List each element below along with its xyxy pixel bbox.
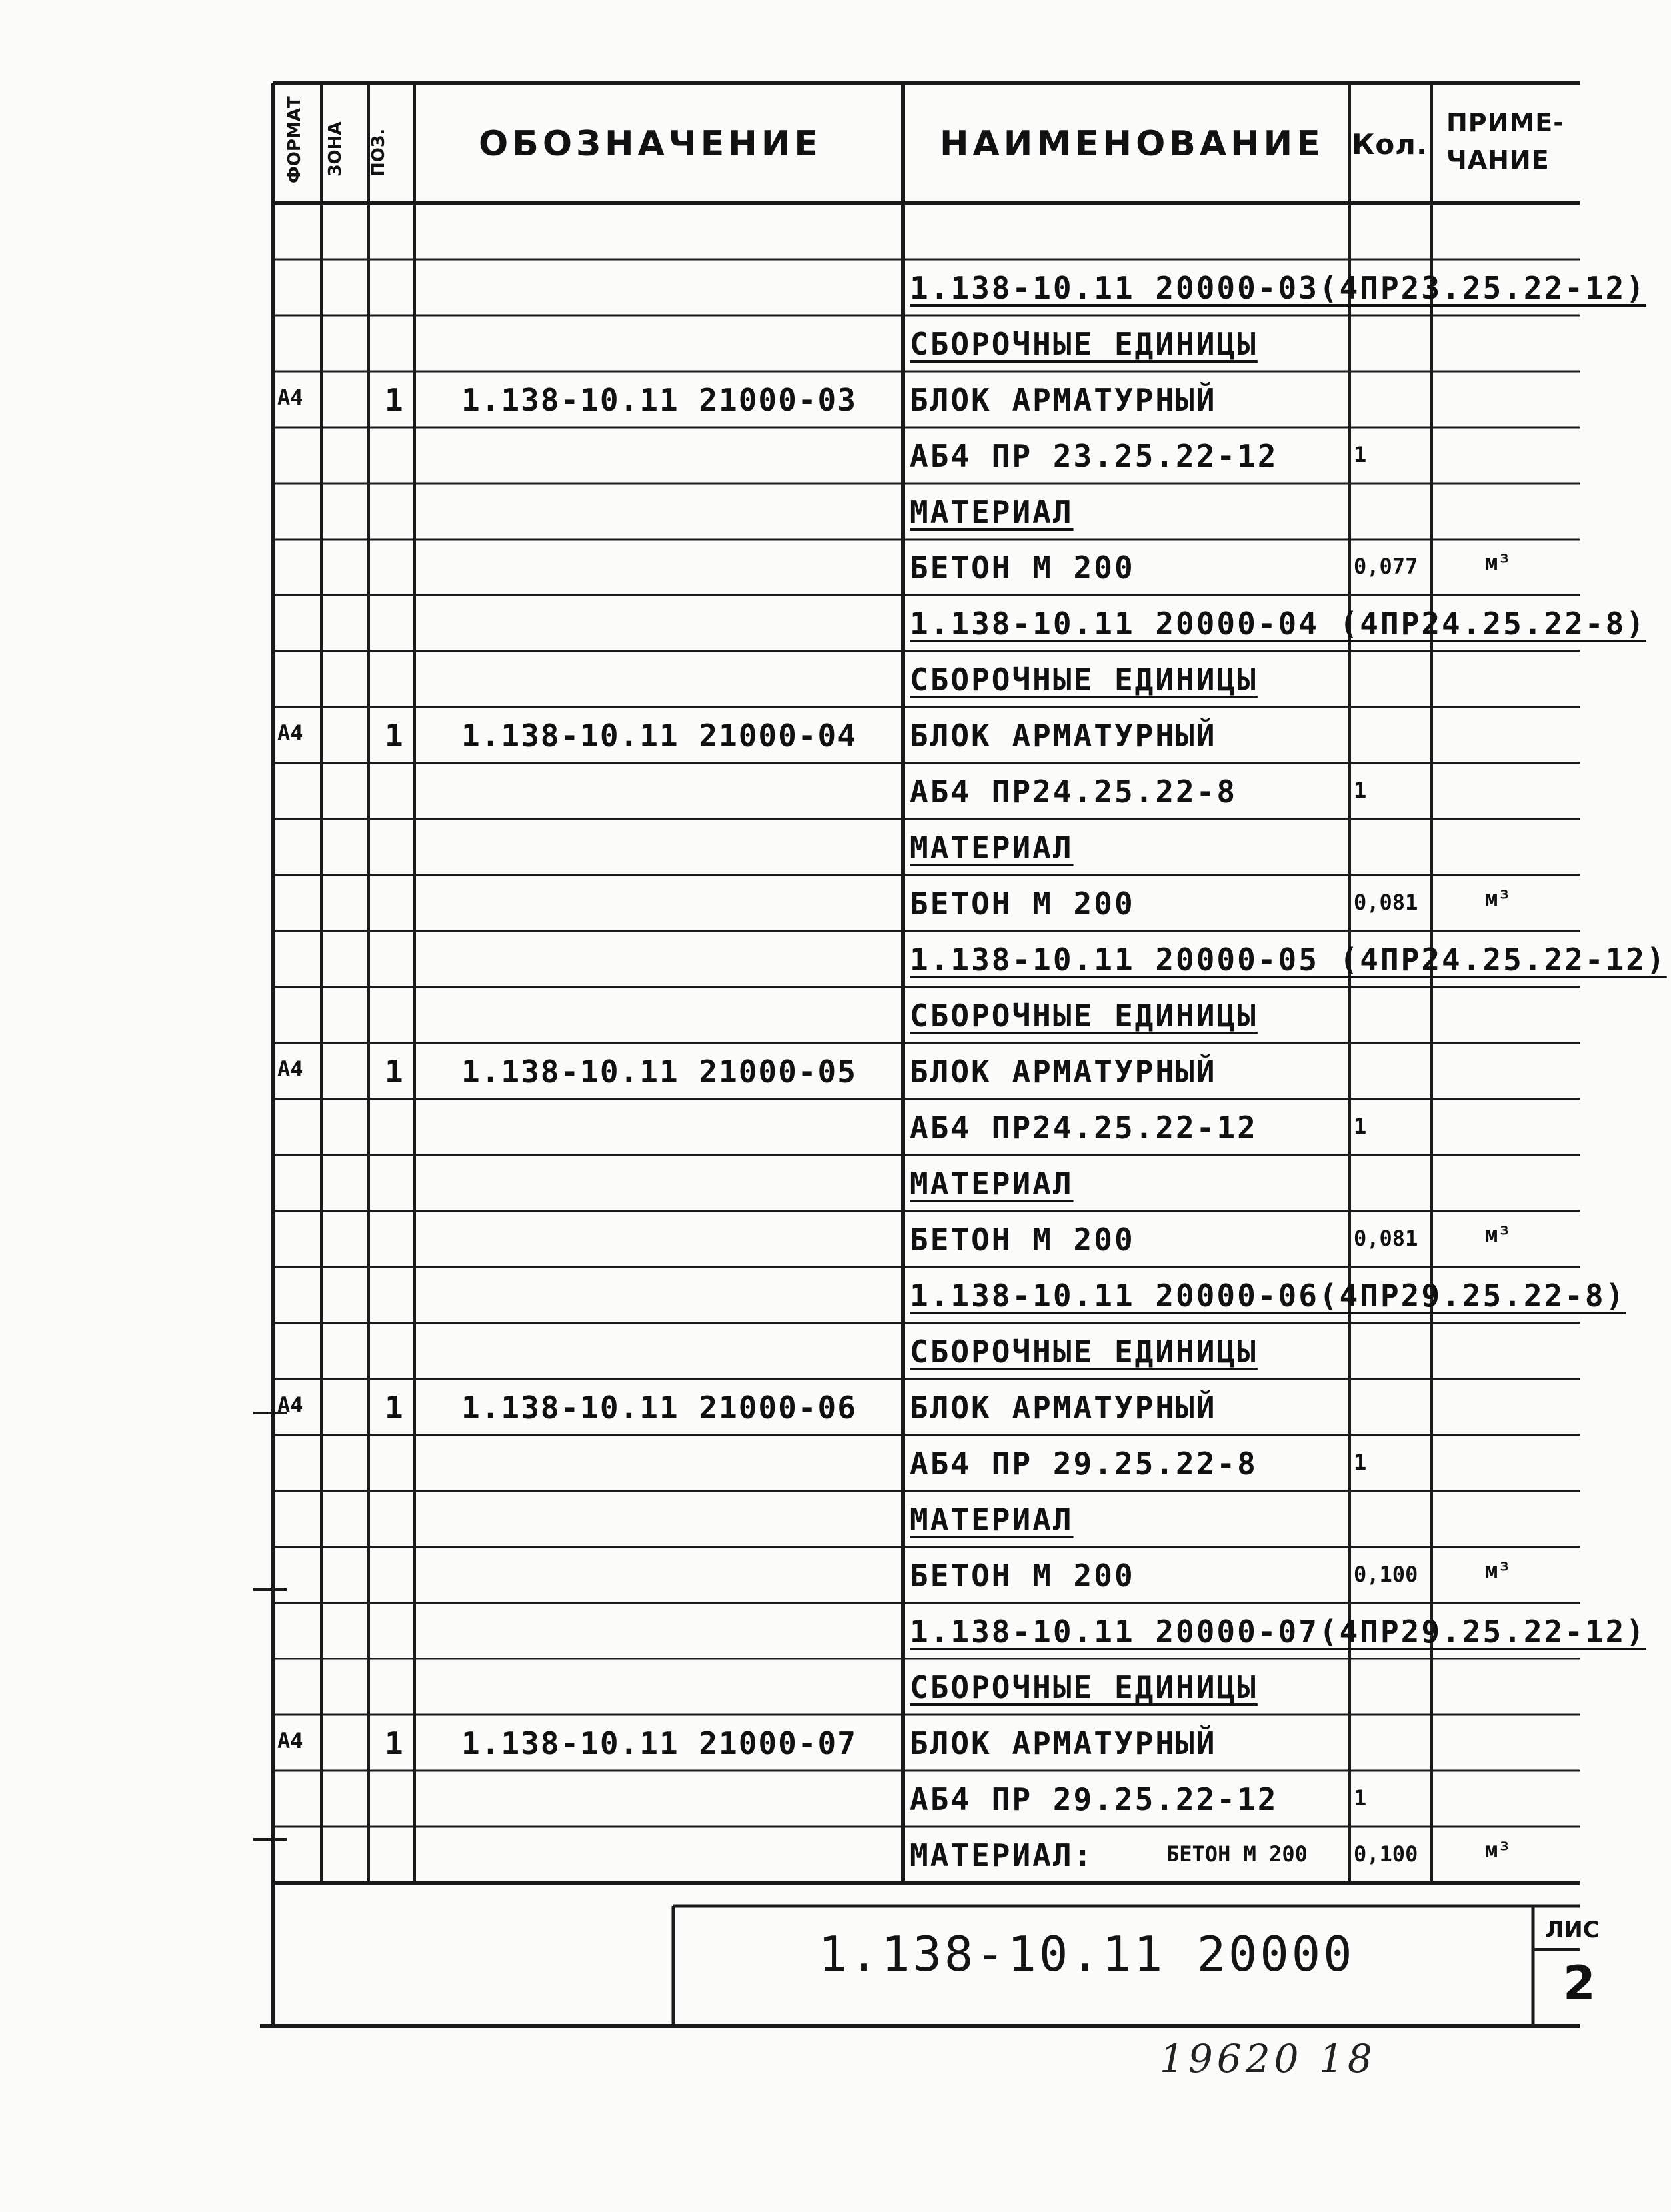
row-designation: 1.138-10.11 21000-04	[461, 718, 857, 754]
row-name: МАТЕРИАЛ	[910, 494, 1074, 530]
row-name-extra: БЕТОН М 200	[1166, 1841, 1308, 1867]
header-qty: Кол.	[1352, 128, 1428, 161]
header-note-line2: ЧАНИЕ	[1446, 145, 1550, 175]
row-name: СБОРОЧНЫЕ ЕДИНИЦЫ	[910, 998, 1258, 1034]
row-name: МАТЕРИАЛ	[910, 1502, 1074, 1538]
row-name: БЕТОН М 200	[910, 550, 1135, 586]
handwritten-note: 19620 18	[1160, 2036, 1376, 2081]
row-name: БЛОК АРМАТУРНЫЙ	[910, 382, 1217, 418]
row-quantity: 0,081	[1354, 1226, 1418, 1251]
row-name: АБ4 ПР24.25.22-8	[910, 774, 1238, 810]
title-block-document-code: 1.138-10.11 20000	[818, 1926, 1355, 1982]
row-quantity: 1	[1354, 442, 1367, 467]
header-designation: ОБОЗНАЧЕНИЕ	[479, 124, 822, 164]
row-name: БЛОК АРМАТУРНЫЙ	[910, 718, 1217, 754]
header-pos: ПОЗ.	[369, 128, 389, 177]
row-name: БЛОК АРМАТУРНЫЙ	[910, 1725, 1217, 1761]
row-group-heading: 1.138-10.11 20000-04 (4ПР24.25.22-8)	[910, 606, 1646, 642]
row-designation: 1.138-10.11 21000-06	[461, 1390, 857, 1426]
row-name: СБОРОЧНЫЕ ЕДИНИЦЫ	[910, 1334, 1258, 1370]
row-name: СБОРОЧНЫЕ ЕДИНИЦЫ	[910, 326, 1258, 362]
row-name: АБ4 ПР 29.25.22-12	[910, 1781, 1278, 1817]
row-note: м³	[1485, 1222, 1511, 1247]
row-note: м³	[1485, 1558, 1511, 1583]
header-zone: ЗОНА	[325, 121, 345, 177]
row-designation: 1.138-10.11 21000-03	[461, 382, 857, 418]
row-position: 1	[385, 1390, 405, 1426]
row-quantity: 1	[1354, 1114, 1367, 1139]
header-format: ФОРМАТ	[285, 96, 305, 183]
row-note: м³	[1485, 886, 1511, 911]
row-position: 1	[385, 718, 405, 754]
row-name: МАТЕРИАЛ:	[910, 1837, 1094, 1873]
row-name: БЛОК АРМАТУРНЫЙ	[910, 1054, 1217, 1090]
row-group-heading: 1.138-10.11 20000-03(4ПР23.25.22-12)	[910, 270, 1646, 306]
row-format: А4	[277, 1056, 303, 1082]
row-quantity: 0,077	[1354, 554, 1418, 579]
title-block-sheet-label: ЛИС	[1545, 1917, 1600, 1943]
row-name: АБ4 ПР 29.25.22-8	[910, 1446, 1258, 1482]
row-format: А4	[277, 1728, 303, 1753]
row-quantity: 0,081	[1354, 890, 1418, 915]
row-designation: 1.138-10.11 21000-05	[461, 1054, 857, 1090]
row-format: А4	[277, 1392, 303, 1418]
row-name: АБ4 ПР 23.25.22-12	[910, 438, 1278, 474]
row-name: БЕТОН М 200	[910, 886, 1135, 922]
row-designation: 1.138-10.11 21000-07	[461, 1725, 857, 1761]
row-name: БЛОК АРМАТУРНЫЙ	[910, 1390, 1217, 1426]
row-name: БЕТОН М 200	[910, 1558, 1135, 1594]
row-note: м³	[1485, 1837, 1511, 1863]
row-format: А4	[277, 720, 303, 746]
row-group-heading: 1.138-10.11 20000-06(4ПР29.25.22-8)	[910, 1278, 1626, 1314]
row-name: МАТЕРИАЛ	[910, 830, 1074, 866]
row-name: МАТЕРИАЛ	[910, 1166, 1074, 1202]
row-note: м³	[1485, 550, 1511, 575]
row-quantity: 1	[1354, 778, 1367, 803]
row-position: 1	[385, 382, 405, 418]
row-name: АБ4 ПР24.25.22-12	[910, 1110, 1258, 1146]
row-group-heading: 1.138-10.11 20000-05 (4ПР24.25.22-12)	[910, 942, 1667, 978]
row-quantity: 1	[1354, 1785, 1367, 1811]
title-block-sheet-number: 2	[1563, 1956, 1596, 2011]
row-name: СБОРОЧНЫЕ ЕДИНИЦЫ	[910, 662, 1258, 698]
header-name: НАИМЕНОВАНИЕ	[940, 124, 1324, 164]
header-note-line1: ПРИМЕ-	[1446, 108, 1564, 137]
row-format: А4	[277, 385, 303, 410]
row-quantity: 1	[1354, 1450, 1367, 1475]
row-quantity: 0,100	[1354, 1841, 1418, 1867]
row-name: БЕТОН М 200	[910, 1222, 1135, 1258]
row-position: 1	[385, 1725, 405, 1761]
row-position: 1	[385, 1054, 405, 1090]
row-group-heading: 1.138-10.11 20000-07(4ПР29.25.22-12)	[910, 1614, 1646, 1650]
row-quantity: 0,100	[1354, 1562, 1418, 1587]
row-name: СБОРОЧНЫЕ ЕДИНИЦЫ	[910, 1669, 1258, 1705]
